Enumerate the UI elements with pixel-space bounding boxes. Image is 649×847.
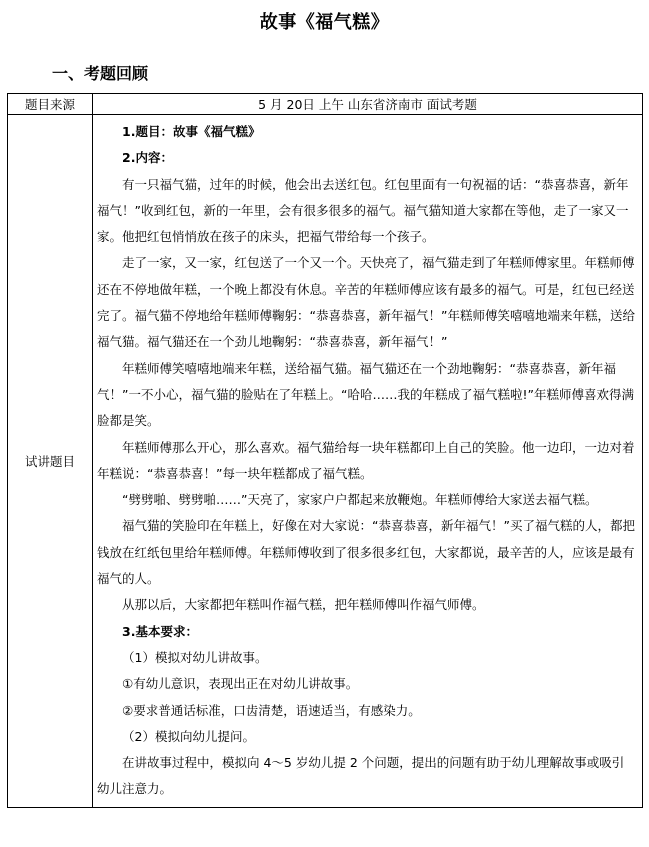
story-paragraph: 从那以后，大家都把年糕叫作福气糕，把年糕师傅叫作福气师傅。 [122,597,485,613]
story-paragraph: “劈劈啪、劈劈啪……”天亮了，家家户户都起来放鞭炮。年糕师傅给大家送去福气糕。 [122,492,598,508]
story-paragraph: 走了一家，又一家，红包送了一个又一个。天快亮了，福气猫走到了年糕师傅家里。年糕师傅还在不停地做年糕，一个晚上都没有休息。辛苦的年糕师傅应该有最多的福气。可是，红包已经送完了。福气猫不停地给年糕师傅鞠躬：“恭喜恭喜，新年福气！”年糕师傅笑嘻嘻地端来年糕，送给福气猫。福气猫还在一个劲儿地鞠躬：“恭喜恭喜，新年福气！” [97,255,635,350]
story-paragraph: 年糕师傅那么开心，那么喜欢。福气猫给每一块年糕都印上自己的笑脸。他一边印，一边对着年糕说：“恭喜恭喜！”每一块年糕都成了福气糕。 [97,439,635,481]
story-paragraph: 福气猫的笑脸印在年糕上，好像在对大家说：“恭喜恭喜，新年福气！”买了福气糕的人，都把钱放在红纸包里给年糕师傅。年糕师傅收到了很多很多红包，大家都说，最辛苦的人，应该是最有福气的人。 [97,518,635,587]
requirement-item: （1）模拟对幼儿讲故事。 [122,649,268,665]
source-label: 题目来源 [8,94,93,115]
page-title: 故事《福气糕》 [259,12,390,33]
requirement-item: ①有幼儿意识，表现出正在对幼儿讲故事。 [122,676,359,692]
source-row [8,94,643,115]
topic-row [8,115,643,808]
topic-line: 1.题目：故事《福气糕》 [122,124,261,139]
source-value: 5 月 20日 上午 山东省济南市 面试考题 [93,94,643,115]
content-heading: 2.内容： [122,150,173,166]
story-paragraph: 年糕师傅笑嘻嘻地端来年糕，送给福气猫。福气猫还在一个劲地鞠躬：“恭喜恭喜，新年福气！”一不小心，福气猫的脸贴在了年糕上。“哈哈……我的年糕成了福气糕啦!”年糕师傅喜欢得满脸都是笑。 [97,360,634,429]
exam-info-table [7,93,643,808]
section-heading: 一、考题回顾 [52,64,149,83]
requirement-item: 在讲故事过程中，模拟向 4～5 岁幼儿提 2 个问题，提出的问题有助于幼儿理解故事或吸引幼儿注意力。 [97,755,625,797]
topic-label: 试讲题目 [8,115,93,808]
topic-content [93,115,643,808]
story-paragraph: 有一只福气猫，过年的时候，他会出去送红包。红包里面有一句祝福的话：“恭喜恭喜，新年福气！”收到红包，新的一年里，会有很多很多的福气。福气猫知道大家都在等他，走了一家又一家。他把红包悄悄放在孩子的床头，把福气带给每一个孩子。 [97,176,629,245]
requirement-item: （2）模拟向幼儿提问。 [122,728,255,744]
requirements-heading: 3.基本要求： [122,623,198,639]
requirement-item: ②要求普通话标准，口齿清楚，语速适当，有感染力。 [122,702,421,718]
